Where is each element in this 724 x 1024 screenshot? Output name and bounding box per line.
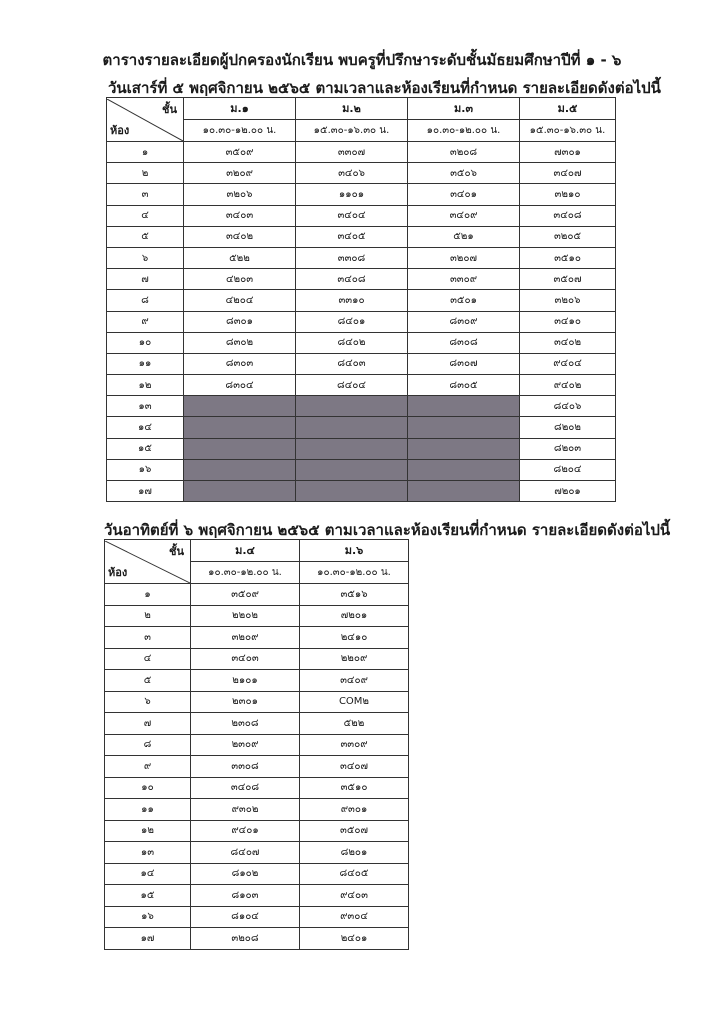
classroom-cell: ๙๔๐๔ [520,353,616,374]
table-row [105,648,409,670]
classroom-cell: ๓๔๐๘ [296,269,408,290]
classroom-cell: ๓๕๑๐ [520,247,616,268]
classroom-cell: ๘๓๐๒ [184,332,296,353]
table-row [105,820,409,842]
classroom-cell: ๙๔๐๑ [191,820,300,842]
grade-column-header: ม.๕ ๑๕.๓๐-๑๖.๓๐ น. [520,98,616,142]
classroom-cell: ๘๓๐๗ [408,353,520,374]
shaded-empty-cell [408,417,520,438]
classroom-cell: ๓๕๐๗ [300,820,409,842]
table-row [105,799,409,821]
table-row [107,438,616,459]
classroom-cell: ๙๔๐๒ [520,375,616,396]
classroom-cell: ๓๕๐๖ [408,163,520,184]
classroom-cell: ๕๒๒ [184,247,296,268]
room-label: ห้อง [108,565,128,579]
classroom-cell: ๘๔๐๑ [296,311,408,332]
table-row [105,670,409,692]
grade-column-header: ม.๔ ๑๐.๓๐-๑๒.๐๐ น. [191,540,300,584]
classroom-cell: ๘๑๐๔ [191,906,300,928]
table-row [105,777,409,799]
table-row [107,290,616,311]
table-row [107,247,616,268]
grade-column-header: ม.๒ ๑๕.๓๐-๑๖.๓๐ น. [296,98,408,142]
day1-heading: วันเสาร์ที่ ๕ พฤศจิกายน ๒๕๖๕ ตามเวลาและห้องเรียนที่กำหนด รายละเอียดดังต่อไปนี้ [108,79,661,97]
classroom-cell: ๓๓๐๙ [408,269,520,290]
grade-column-header: ม.๖ ๑๐.๓๐-๑๒.๐๐ น. [300,540,409,584]
room-number-cell: ๑๑ [105,799,191,821]
shaded-empty-cell [296,417,408,438]
table-row [107,417,616,438]
table-row [105,928,409,950]
classroom-cell: ๒๒๐๒ [191,605,300,627]
classroom-cell: ๘๒๐๑ [300,842,409,864]
room-number-cell: ๑๖ [105,906,191,928]
shaded-empty-cell [296,438,408,459]
classroom-cell: ๗๓๐๑ [520,142,616,163]
classroom-cell: ๙๓๐๑ [300,799,409,821]
classroom-cell: COM๒ [300,691,409,713]
day2-heading: วันอาทิตย์ที่ ๖ พฤศจิกายน ๒๕๖๕ ตามเวลาและห้องเรียนที่กำหนด รายละเอียดดังต่อไปนี้ [104,521,671,539]
shaded-empty-cell [184,396,296,417]
room-number-cell: ๓ [107,184,184,205]
grade-column-header: ม.๓ ๑๐.๓๐-๑๒.๐๐ น. [408,98,520,142]
classroom-cell: ๓๒๐๘ [408,142,520,163]
table-row [105,863,409,885]
room-number-cell: ๘ [107,290,184,311]
room-number-cell: ๒ [107,163,184,184]
classroom-cell: ๘๓๐๙ [408,311,520,332]
classroom-cell: ๓๔๐๗ [300,756,409,778]
room-number-cell: ๑๕ [105,885,191,907]
classroom-cell: ๓๒๐๗ [408,247,520,268]
room-number-cell: ๑๗ [105,928,191,950]
room-number-cell: ๕ [107,226,184,247]
table-row [107,184,616,205]
room-number-cell: ๙ [105,756,191,778]
room-number-cell: ๘ [105,734,191,756]
table-row [107,459,616,480]
classroom-cell: ๒๓๐๙ [191,734,300,756]
classroom-cell: ๓๕๐๙ [191,584,300,606]
room-number-cell: ๓ [105,627,191,649]
classroom-cell: ๘๓๐๕ [408,375,520,396]
room-number-cell: ๖ [107,247,184,268]
table-row [105,584,409,606]
classroom-cell: ๘๓๐๓ [184,353,296,374]
classroom-cell: ๓๓๐๘ [191,756,300,778]
classroom-cell: ๘๔๐๖ [520,396,616,417]
table-row [107,269,616,290]
document-title: ตารางรายละเอียดผู้ปกครองนักเรียน พบครูที่ปรึกษาระดับชั้นมัธยมศึกษาปีที่ ๑ - ๖ [102,51,622,69]
classroom-cell: ๘๓๐๔ [184,375,296,396]
table-row [107,332,616,353]
day2-schedule-table [104,539,409,950]
room-label: ห้อง [110,123,130,137]
table-row [105,842,409,864]
classroom-cell: ๓๔๐๔ [296,205,408,226]
table-row [105,885,409,907]
classroom-cell: ๘๒๐๔ [520,459,616,480]
grade-column-header: ม.๑ ๑๐.๓๐-๑๒.๐๐ น. [184,98,296,142]
grade-label: ชั้น [162,102,177,116]
classroom-cell: ๘๔๐๕ [300,863,409,885]
classroom-cell: ๓๔๐๖ [296,163,408,184]
classroom-cell: ๕๒๑ [408,226,520,247]
classroom-cell: ๓๔๐๘ [520,205,616,226]
classroom-cell: ๒๔๐๑ [300,928,409,950]
table-row [105,713,409,735]
room-number-cell: ๑๖ [107,459,184,480]
classroom-cell: ๓๕๑๐ [300,777,409,799]
classroom-cell: ๑๑๐๑ [296,184,408,205]
classroom-cell: ๘๒๐๓ [520,438,616,459]
classroom-cell: ๗๒๐๑ [520,481,616,502]
classroom-cell: ๓๒๐๕ [520,226,616,247]
classroom-cell: ๙๔๐๓ [300,885,409,907]
classroom-cell: ๓๒๐๙ [191,627,300,649]
classroom-cell: ๙๓๐๒ [191,799,300,821]
room-number-cell: ๔ [105,648,191,670]
classroom-cell: ๘๓๐๘ [408,332,520,353]
classroom-cell: ๓๓๐๘ [296,247,408,268]
table-row [105,734,409,756]
classroom-cell: ๓๒๐๘ [191,928,300,950]
classroom-cell: ๔๒๐๓ [184,269,296,290]
room-number-cell: ๑๒ [107,375,184,396]
corner-header [105,540,191,584]
room-number-cell: ๔ [107,205,184,226]
shaded-empty-cell [408,438,520,459]
grade-label: ชั้น [169,544,184,558]
classroom-cell: ๓๔๐๒ [184,226,296,247]
classroom-cell: ๘๔๐๒ [296,332,408,353]
classroom-cell: ๒๔๑๐ [300,627,409,649]
classroom-cell: ๓๓๐๙ [300,734,409,756]
room-number-cell: ๑๓ [105,842,191,864]
classroom-cell: ๘๔๐๗ [191,842,300,864]
classroom-cell: ๔๒๐๔ [184,290,296,311]
shaded-empty-cell [296,396,408,417]
classroom-cell: ๘๒๐๒ [520,417,616,438]
room-number-cell: ๕ [105,670,191,692]
classroom-cell: ๓๒๐๙ [184,163,296,184]
table-row [105,756,409,778]
shaded-empty-cell [184,481,296,502]
room-number-cell: ๒ [105,605,191,627]
table-row [107,481,616,502]
room-number-cell: ๑๔ [105,863,191,885]
classroom-cell: ๒๒๐๙ [300,648,409,670]
classroom-cell: ๓๒๑๐ [520,184,616,205]
classroom-cell: ๓๔๐๘ [191,777,300,799]
room-number-cell: ๑๐ [105,777,191,799]
room-number-cell: ๑ [107,142,184,163]
table-row [105,627,409,649]
classroom-cell: ๕๒๒ [300,713,409,735]
classroom-cell: ๓๔๐๙ [300,670,409,692]
shaded-empty-cell [408,481,520,502]
classroom-cell: ๘๔๐๓ [296,353,408,374]
day1-schedule-table [106,97,616,502]
classroom-cell: ๗๒๐๑ [300,605,409,627]
classroom-cell: ๘๑๐๒ [191,863,300,885]
table-row [107,311,616,332]
table-row [105,691,409,713]
table-row [107,226,616,247]
table-row [107,375,616,396]
classroom-cell: ๓๔๐๙ [408,205,520,226]
room-number-cell: ๑๐ [107,332,184,353]
room-number-cell: ๑๕ [107,438,184,459]
classroom-cell: ๓๔๐๒ [520,332,616,353]
classroom-cell: ๘๔๐๔ [296,375,408,396]
table-row [107,142,616,163]
classroom-cell: ๓๔๐๑ [408,184,520,205]
table-row [105,906,409,928]
shaded-empty-cell [408,396,520,417]
table-row [107,205,616,226]
classroom-cell: ๒๓๐๑ [191,691,300,713]
classroom-cell: ๓๕๐๗ [520,269,616,290]
room-number-cell: ๗ [107,269,184,290]
classroom-cell: ๓๓๑๐ [296,290,408,311]
classroom-cell: ๓๔๐๗ [520,163,616,184]
shaded-empty-cell [296,459,408,480]
room-number-cell: ๖ [105,691,191,713]
room-number-cell: ๑ [105,584,191,606]
classroom-cell: ๒๓๐๘ [191,713,300,735]
table-row [107,396,616,417]
classroom-cell: ๓๕๐๑ [408,290,520,311]
room-number-cell: ๑๗ [107,481,184,502]
table-row [105,605,409,627]
classroom-cell: ๙๓๐๔ [300,906,409,928]
classroom-cell: ๘๓๐๑ [184,311,296,332]
shaded-empty-cell [184,438,296,459]
room-number-cell: ๙ [107,311,184,332]
room-number-cell: ๑๔ [107,417,184,438]
classroom-cell: ๒๑๐๑ [191,670,300,692]
room-number-cell: ๑๑ [107,353,184,374]
room-number-cell: ๑๒ [105,820,191,842]
classroom-cell: ๓๒๐๖ [520,290,616,311]
classroom-cell: ๓๔๐๕ [296,226,408,247]
room-number-cell: ๑๓ [107,396,184,417]
corner-header [107,98,184,142]
classroom-cell: ๓๕๑๖ [300,584,409,606]
classroom-cell: ๓๔๐๓ [191,648,300,670]
shaded-empty-cell [184,459,296,480]
table-row [107,163,616,184]
classroom-cell: ๓๔๐๓ [184,205,296,226]
classroom-cell: ๘๑๐๓ [191,885,300,907]
classroom-cell: ๓๕๐๙ [184,142,296,163]
shaded-empty-cell [184,417,296,438]
classroom-cell: ๓๒๐๖ [184,184,296,205]
room-number-cell: ๗ [105,713,191,735]
classroom-cell: ๓๔๑๐ [520,311,616,332]
table-row [107,353,616,374]
shaded-empty-cell [296,481,408,502]
shaded-empty-cell [408,459,520,480]
classroom-cell: ๓๓๐๗ [296,142,408,163]
